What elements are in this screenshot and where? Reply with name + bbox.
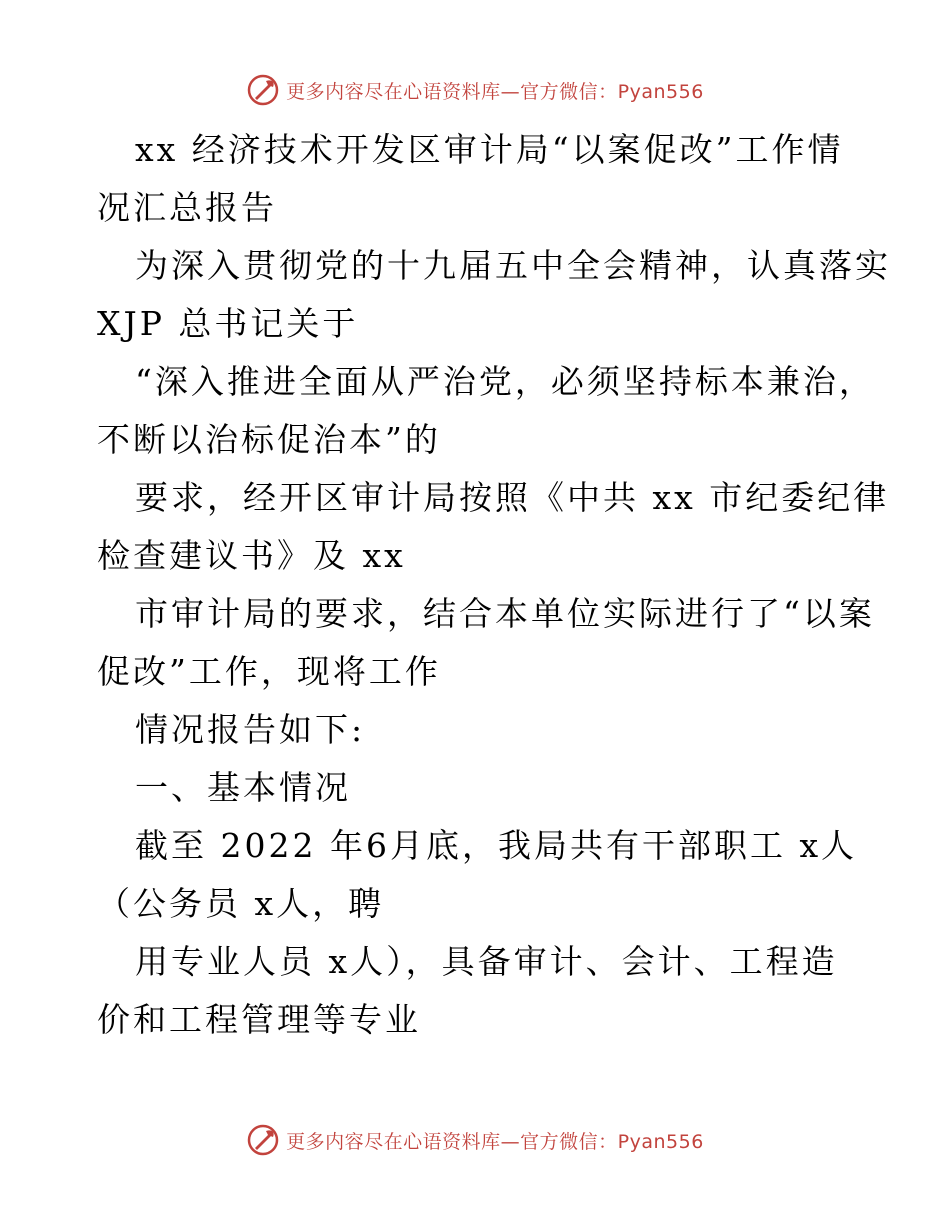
text-line: 为深入贯彻党的十九届五中全会精神，认真落实	[135, 246, 891, 285]
watermark-text: 更多内容尽在心语资料库—官方微信：Pyan556	[286, 1130, 704, 1153]
text-line: （公务员 x人，聘	[97, 884, 385, 923]
quill-logo-icon	[246, 73, 280, 107]
text-line: xx 经济技术开发区审计局“以案促改”工作情	[135, 130, 844, 169]
text-line: 截至 2022 年6月底，我局共有干部职工 x人	[135, 826, 858, 865]
text-line: XJP 总书记关于	[97, 304, 359, 343]
text-line: 不断以治标促治本”的	[97, 420, 441, 459]
header-watermark	[0, 70, 950, 110]
watermark-text: 更多内容尽在心语资料库—官方微信：Pyan556	[286, 80, 704, 103]
text-line: 促改”工作，现将工作	[97, 652, 441, 691]
footer-watermark	[0, 1120, 950, 1160]
text-line: 价和工程管理等专业	[97, 1000, 421, 1039]
text-line: “深入推进全面从严治党，必须坚持标本兼治，	[135, 362, 875, 401]
section-heading: 一、基本情况	[135, 768, 351, 807]
text-line: 检查建议书》及 xx	[97, 536, 406, 575]
text-line: 情况报告如下:	[135, 710, 366, 749]
text-line: 要求，经开区审计局按照《中共 xx 市纪委纪律	[135, 478, 890, 517]
text-line: 用专业人员 x人），具备审计、会计、工程造	[135, 942, 838, 981]
quill-logo-icon	[246, 1123, 280, 1157]
text-line: 市审计局的要求，结合本单位实际进行了“以案	[135, 594, 875, 633]
text-line: 况汇总报告	[97, 188, 277, 227]
